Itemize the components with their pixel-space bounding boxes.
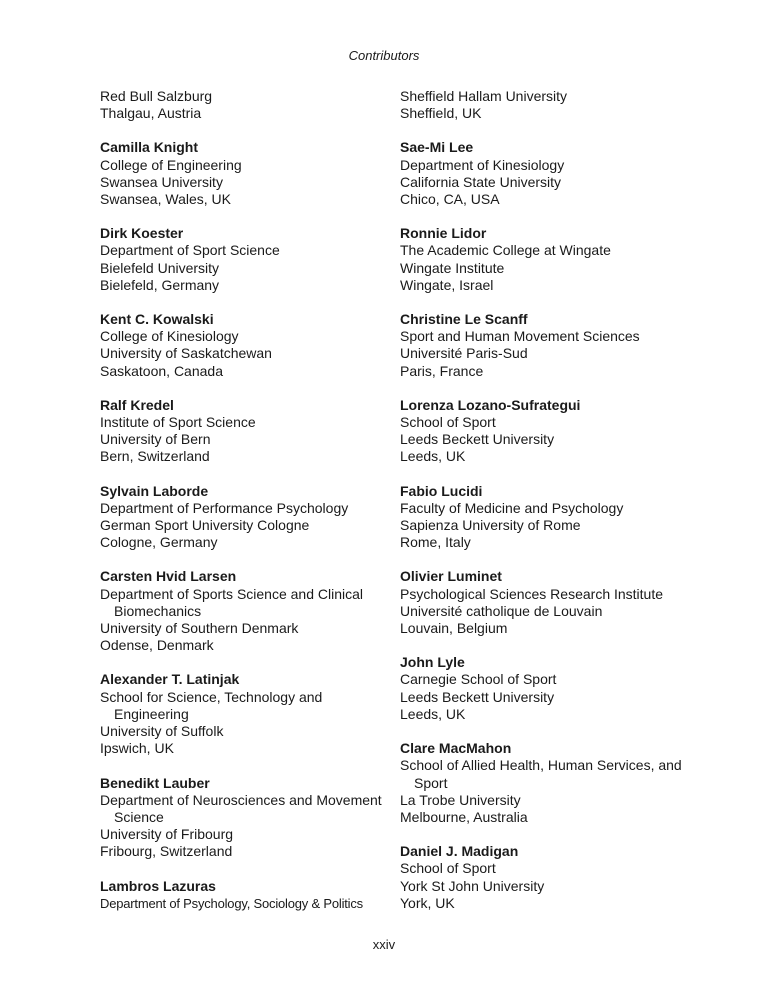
contributor-entry [100,483,390,552]
contributor-entry [100,878,390,912]
contributor-entry [100,568,390,654]
affiliation-line: University of Fribourg [100,826,234,843]
affiliation-line: Chico, CA, USA [400,191,500,208]
affiliation-line: Rome, Italy [400,534,471,551]
contributor-name: Dirk Koester [100,225,184,242]
affiliation-line: School for Science, Technology and Engineering [100,688,323,722]
contributor-entry [400,843,690,912]
affiliation-line: Bielefeld University [100,259,220,276]
contributor-entry [100,225,390,294]
affiliation-line: Cologne, Germany [100,534,218,551]
affiliation-line: Institute of Sport Science [100,414,256,431]
affiliation-line: Paris, France [400,362,484,379]
contributor-entry [400,311,690,380]
contributor-entry [400,397,690,466]
contributor-entry [400,654,690,723]
affiliation-line: Louvain, Belgium [400,620,508,637]
affiliation-line: York, UK [400,894,455,911]
affiliation-line: Department of Sport Science [100,242,280,259]
affiliation-line: Sheffield Hallam University [400,88,568,104]
contributor-entry [400,740,690,826]
contributor-name: Ronnie Lidor [400,225,487,242]
affiliation-line: Université catholique de Louvain [400,602,603,619]
affiliation-line: Wingate Institute [400,259,505,276]
affiliation-line: University of Saskatchewan [100,345,272,362]
affiliation-line: Psychological Sciences Research Institute [400,585,664,602]
running-head: Contributors [348,48,420,63]
contributor-name: Camilla Knight [100,139,199,156]
affiliation-line: Department of Neurosciences and Movement Science [100,791,382,825]
affiliation-line: Sport and Human Movement Sciences [400,328,640,345]
affiliation-line: Department of Performance Psychology [100,499,349,516]
affiliation-line: University of Southern Denmark [100,620,299,637]
contributor-name: Christine Le Scanff [400,311,528,328]
affiliation-line: Red Bull Salzburg [100,88,213,104]
contributor-entry [400,88,690,122]
affiliation-line: Leeds, UK [400,705,466,722]
contributor-name: Lorenza Lozano-Sufrategui [400,396,581,413]
contributor-entry [100,397,390,466]
affiliation-line: University of Bern [100,431,211,448]
affiliation-line: Université Paris-Sud [400,345,528,362]
contributor-name: Clare MacMahon [400,740,512,757]
contributor-entry [400,568,690,637]
contributor-entry [100,671,390,757]
affiliation-line: School of Sport [400,860,496,877]
affiliation-line: College of Kinesiology [100,328,239,345]
contributor-name: Benedikt Lauber [100,774,210,791]
affiliation-line: Faculty of Medicine and Psychology [400,499,624,516]
affiliation-line: La Trobe University [400,791,521,808]
affiliation-line: School of Sport [400,414,496,431]
contributor-entry [100,775,390,861]
affiliation-line: College of Engineering [100,156,242,173]
affiliation-line: Saskatoon, Canada [100,362,223,379]
affiliation-line: Sapienza University of Rome [400,517,581,534]
affiliation-line: German Sport University Cologne [100,517,310,534]
affiliation-line: Wingate, Israel [400,276,494,293]
contributor-entry [100,88,390,122]
affiliation-line: York St John University [400,877,545,894]
contributor-name: Carsten Hvid Larsen [100,568,237,585]
affiliation-line: California State University [400,173,562,190]
affiliation-line: Department of Psychology, Sociology & Politics [100,895,363,911]
affiliation-line: Department of Kinesiology [400,156,565,173]
contributor-name: Sae-Mi Lee [400,139,474,156]
affiliation-line: Ipswich, UK [100,740,174,757]
affiliation-line: Thalgau, Austria [100,105,202,122]
affiliation-line: Melbourne, Australia [400,808,528,825]
affiliation-line: School of Allied Health, Human Services, and Sport [400,757,682,791]
contributor-name: Alexander T. Latinjak [100,671,240,688]
page-number: xxiv [372,937,396,952]
contributor-name: Fabio Lucidi [400,482,483,499]
contributors-column-left [100,88,390,929]
affiliation-line: Leeds Beckett University [400,688,555,705]
affiliation-line: University of Suffolk [100,723,224,740]
contributor-entry [400,139,690,208]
contributor-name: Ralf Kredel [100,396,174,413]
affiliation-line: Swansea University [100,173,223,190]
affiliation-line: Carnegie School of Sport [400,671,557,688]
affiliation-line: Leeds Beckett University [400,431,555,448]
contributor-entry [100,139,390,208]
contributor-name: Kent C. Kowalski [100,311,214,328]
contributor-entry [400,225,690,294]
affiliation-line: Leeds, UK [400,448,466,465]
affiliation-line: Odense, Denmark [100,637,214,654]
affiliation-line: Sheffield, UK [400,105,482,122]
affiliation-line: Bielefeld, Germany [100,276,220,293]
affiliation-line: Fribourg, Switzerland [100,843,233,860]
contributor-entry [400,483,690,552]
contributor-name: Daniel J. Madigan [400,843,519,860]
contributor-entry [100,311,390,380]
contributor-name: Olivier Luminet [400,568,502,585]
affiliation-line: The Academic College at Wingate [400,242,611,259]
affiliation-line: Department of Sports Science and Clinical Biomechanics [100,585,364,619]
affiliation-line: Swansea, Wales, UK [100,191,231,208]
affiliation-line: Bern, Switzerland [100,448,210,465]
contributor-name: John Lyle [400,654,465,671]
contributor-name: Lambros Lazuras [100,877,216,894]
contributor-name: Sylvain Laborde [100,482,209,499]
contributors-column-right [400,88,690,929]
